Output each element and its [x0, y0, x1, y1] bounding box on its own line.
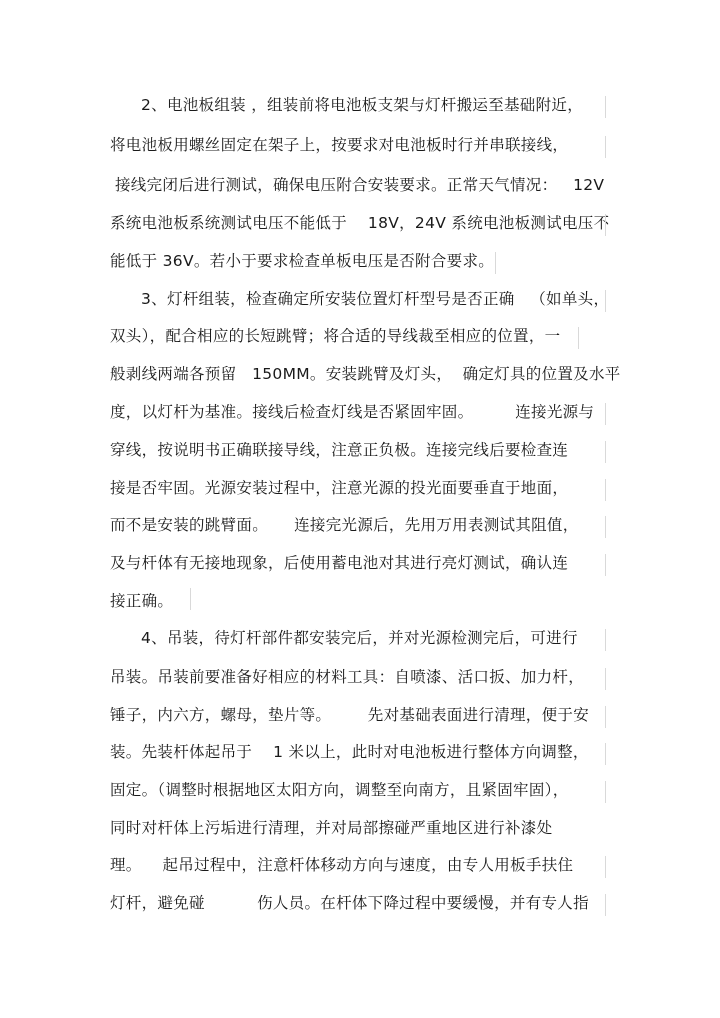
text-line: 接正确。 [110, 592, 174, 610]
text-guide [605, 403, 606, 425]
text-guide [605, 214, 606, 236]
text-line: 双头），配合相应的长短跳臂；将合适的导线裁至相应的位置，一 [110, 327, 561, 345]
text-line: 4、吊装，待灯杆部件都安装完后，并对光源检测完后，可进行 [141, 629, 578, 647]
text-guide [605, 516, 606, 538]
text-line: 固定。（调整时根据地区太阳方向，调整至向南方，且紧固牢固）， [110, 781, 569, 799]
text-line: 锤子，内六方，螺母，垫片等。 先对基础表面进行清理，便于安 [110, 706, 589, 724]
text-line: 2、电池板组装 ，组装前将电池板支架与灯杆搬运至基础附近， [141, 96, 583, 114]
text-guide [605, 668, 606, 690]
text-line: 穿线，按说明书正确联接导线，注意正负极。连接完线后要检查连 [110, 441, 569, 459]
text-guide [578, 327, 579, 349]
text-line: 般剥线两端各预留 150MM。安装跳臂及灯头， 确定灯具的位置及水平 [110, 365, 621, 383]
text-line: 将电池板用螺丝固定在架子上，按要求对电池板时行并串联接线， [110, 136, 569, 154]
text-line: 能低于 36V。若小于要求检查单板电压是否附合要求。 [110, 252, 495, 270]
text-guide [605, 856, 606, 878]
text-guide [605, 479, 606, 501]
text-line: 3、灯杆组装，检查确定所安装位置灯杆型号是否正确 （如单头， [141, 290, 610, 308]
text-guide [605, 894, 606, 916]
text-guide [605, 706, 606, 728]
text-guide [605, 136, 606, 158]
text-guide [495, 252, 496, 274]
text-line: 而不是安装的跳臂面。 连接完光源后，先用万用表测试其阻值， [110, 516, 579, 534]
text-guide [190, 588, 191, 610]
text-guide [605, 441, 606, 463]
text-line: 装。先装杆体起吊于 1 米以上，此时对电池板进行整体方向调整， [110, 743, 589, 761]
text-guide [605, 96, 606, 118]
text-line: 吊装。吊装前要准备好相应的材料工具：自喷漆、活口扳、加力杆， [110, 668, 585, 686]
text-line: 及与杆体有无接地现象，后使用蓄电池对其进行亮灯测试，确认连 [110, 554, 569, 572]
text-guide [605, 554, 606, 576]
text-line: 接是否牢固。光源安装过程中，注意光源的投光面要垂直于地面， [110, 479, 569, 497]
text-line: 灯杆，避免碰 伤人员。在杆体下降过程中要缓慢，并有专人指 [110, 894, 589, 912]
text-line: 同时对杆体上污垢进行清理，并对局部擦碰严重地区进行补漆处 [110, 819, 553, 837]
text-guide [605, 743, 606, 765]
text-line: 度，以灯杆为基准。接线后检查灯线是否紧固牢固。 连接光源与 [110, 403, 595, 421]
text-guide [605, 290, 606, 312]
text-line: 接线完闭后进行测试，确保电压附合安装要求。正常天气情况： 12V [115, 176, 605, 194]
text-line: 理。 起吊过程中，注意杆体移动方向与速度，由专人用板手扶住 [110, 856, 574, 874]
text-line: 系统电池板系统测试电压不能低于 18V，24V 系统电池板测试电压不 [110, 214, 610, 232]
text-guide [605, 781, 606, 803]
text-guide [605, 629, 606, 651]
